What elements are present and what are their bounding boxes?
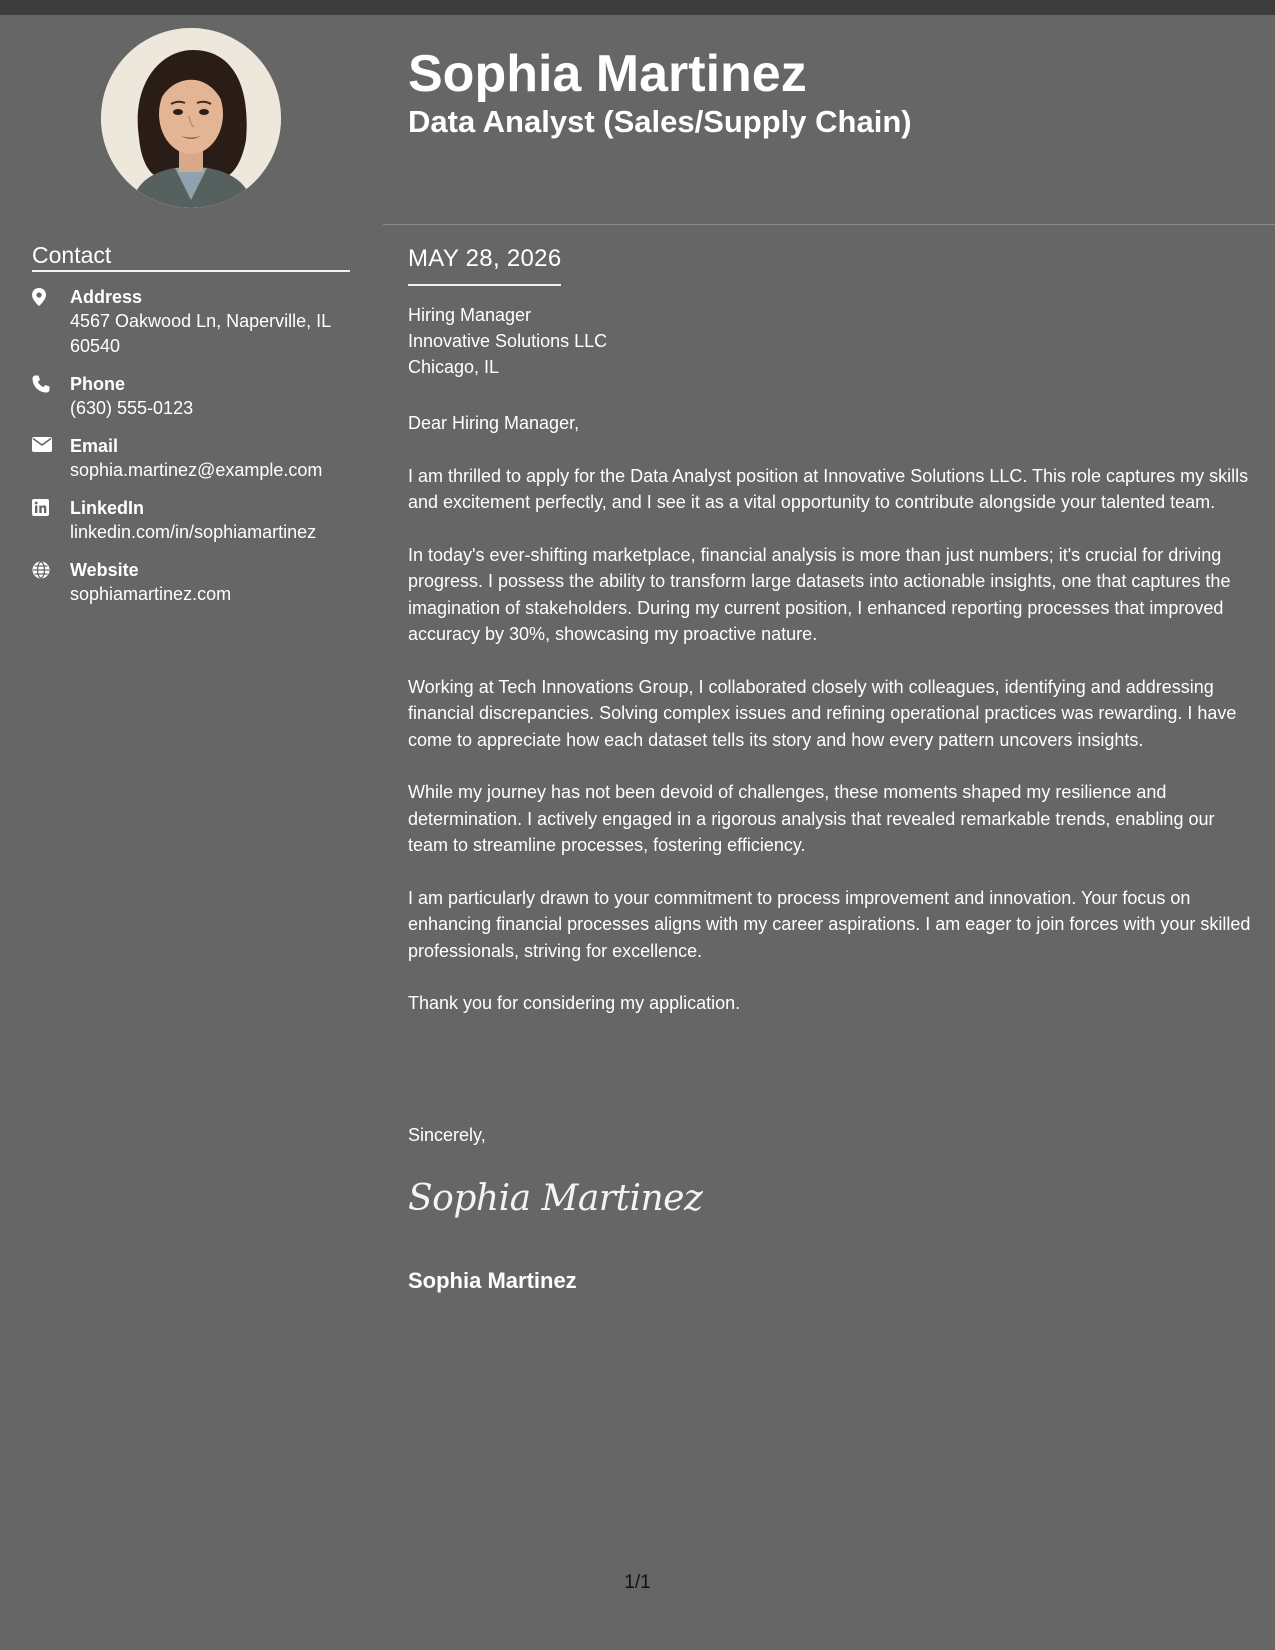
letter-paragraph: Working at Tech Innovations Group, I collaborated closely with colleagues, identifying and addressing financial discrepancies. Solving complex issues and refining operational practices was rewarding. I have come to appreciate how each dataset tells its story and how every pattern uncovers insights. (408, 676, 1237, 750)
letter-paragraph: In today's ever-shifting marketplace, financial analysis is more than just numbers; it's crucial for driving progress. I possess the ability to transform large datasets into actionable insights, one that captures the imagination of stakeholders. During my current position, I enhanced reporting processes that improved accuracy by 30%, showcasing my proactive nature. (408, 544, 1231, 644)
letter-paragraph: I am thrilled to apply for the Data Analyst position at Innovative Solutions LLC. This role captures my skills and excitement perfectly, and I see it as a vital opportunity to contribute alongside your talented team. (408, 465, 1249, 512)
candidate-name: Sophia Martinez (408, 45, 807, 103)
phone-value: (630) 555-0123 (70, 398, 194, 418)
letter-body (408, 410, 1253, 1043)
letter-paragraph: I am particularly drawn to your commitment to process improvement and innovation. Your focus on enhancing financial processes aligns with my career aspirations. I am eager to join forces with your skilled professionals, striving for excellence. (408, 887, 1251, 961)
website-value[interactable]: sophiamartinez.com (70, 584, 232, 604)
recipient-line: Chicago, IL (408, 357, 500, 377)
email-value[interactable]: sophia.martinez@example.com (70, 460, 323, 480)
header-divider (383, 224, 1275, 225)
letter-paragraph: Thank you for considering my application. (408, 993, 741, 1013)
contact-email (32, 434, 352, 483)
linkedin-value[interactable]: linkedin.com/in/sophiamartinez (70, 522, 317, 542)
letter-date: MAY 28, 2026 (408, 244, 561, 286)
globe-icon (32, 558, 70, 607)
address-label: Address (70, 287, 143, 307)
contact-website (32, 558, 352, 607)
email-icon (32, 434, 70, 483)
profile-photo (101, 28, 281, 208)
contact-list (32, 285, 352, 620)
salutation: Dear Hiring Manager, (408, 413, 580, 433)
page-number: 1/1 (624, 1572, 651, 1593)
contact-phone (32, 372, 352, 421)
recipient-block (408, 302, 607, 380)
signature-name: Sophia Martinez (408, 1268, 577, 1293)
linkedin-icon (32, 496, 70, 545)
handwritten-signature: Sophia Martinez (408, 1178, 703, 1219)
map-pin-icon (32, 285, 70, 359)
closing: Sincerely, (408, 1125, 486, 1145)
contact-heading: Contact (32, 240, 350, 272)
contact-linkedin (32, 496, 352, 545)
address-value: 4567 Oakwood Ln, Naperville, IL 60540 (70, 311, 331, 356)
recipient-line: Innovative Solutions LLC (408, 331, 608, 351)
portrait-illustration (101, 28, 281, 208)
recipient-line: Hiring Manager (408, 305, 532, 325)
phone-label: Phone (70, 374, 126, 394)
letter-paragraph: While my journey has not been devoid of challenges, these moments shaped my resilience and determination. I actively engaged in a rigorous analysis that revealed remarkable trends, enabling our team to streamline processes, fostering efficiency. (408, 782, 1215, 855)
linkedin-label: LinkedIn (70, 498, 145, 518)
email-label: Email (70, 436, 119, 456)
phone-icon (32, 372, 70, 421)
website-label: Website (70, 560, 139, 580)
top-bar (0, 0, 1275, 15)
job-title: Data Analyst (Sales/Supply Chain) (408, 104, 912, 139)
contact-address (32, 285, 352, 359)
